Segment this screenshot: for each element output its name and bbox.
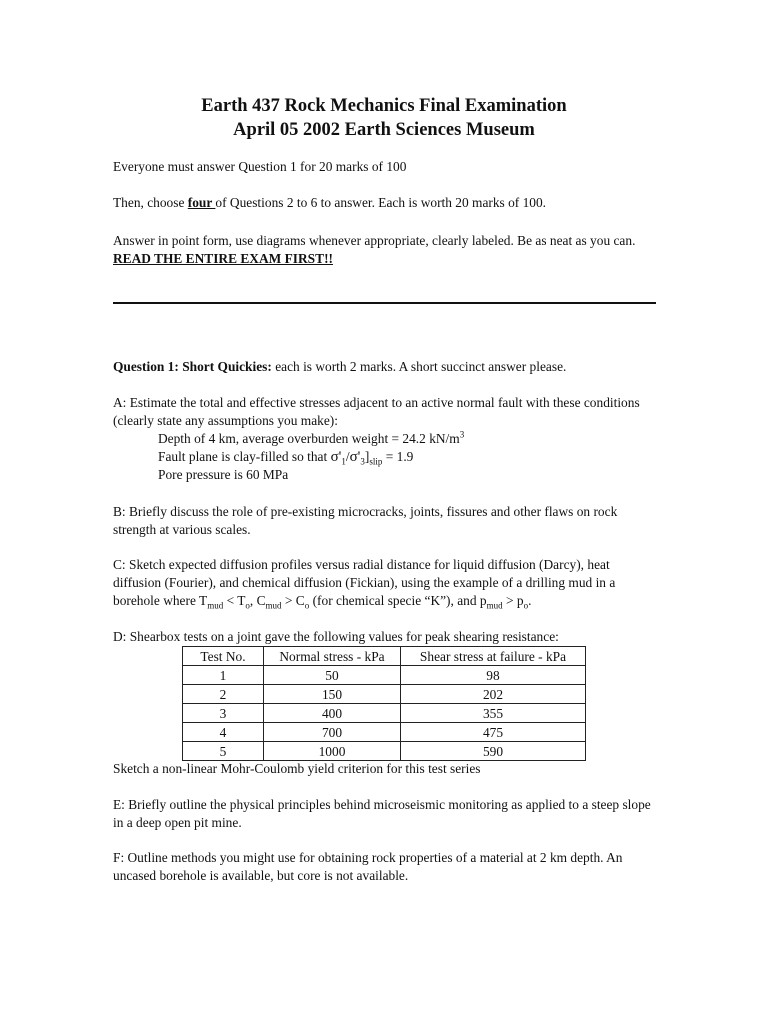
cell-test-no: 1 [183, 666, 264, 685]
question-1c-text: C: Sketch expected diffusion profiles versus radial distance for liquid diffusion (Darcy), heat diffusion (Fourier), and chemical diffusion (Fickian), using the example of a drilling mud in a borehole where T [113, 557, 616, 608]
comma-c: , C [249, 593, 266, 608]
cell-shear-stress: 355 [401, 704, 586, 723]
question-1a-pore-pressure: Pore pressure is 60 MPa [158, 467, 289, 482]
cell-normal-stress: 700 [264, 723, 401, 742]
sub-o-3: o [523, 600, 529, 611]
intro-line-2-post: of Questions 2 to 6 to answer. Each is worth 20 marks of 100. [215, 195, 547, 210]
sub-slip: slip [369, 456, 383, 467]
shearbox-table [182, 646, 586, 761]
period: . [528, 593, 532, 608]
slash: / [345, 449, 350, 464]
question-1f: F: Outline methods you might use for obtaining rock properties of a material at 2 km depth. An uncased borehole is available, but core is not available. [113, 850, 623, 883]
intro-line-2-pre: Then, choose [113, 195, 188, 210]
question-1c [113, 556, 658, 610]
sigma-1-symbol: σ' [330, 449, 342, 465]
specie-text: (for chemical specie “K”), and p [309, 593, 487, 608]
question-1a: A: Estimate the total and effective stresses adjacent to an active normal fault with these conditions (clearly state any assumptions you make): [113, 395, 640, 428]
cell-shear-stress: 98 [401, 666, 586, 685]
cell-test-no: 2 [183, 685, 264, 704]
bracket: ] [364, 449, 370, 464]
exam-subtitle: April 05 2002 Earth Sciences Museum [233, 120, 535, 140]
gt-p: > p [502, 593, 524, 608]
exam-title: Earth 437 Rock Mechanics Final Examination [201, 96, 567, 116]
cell-test-no: 3 [183, 704, 264, 723]
question-1d: D: Shearbox tests on a joint gave the following values for peak shearing resistance: [113, 629, 559, 644]
horizontal-divider [113, 302, 656, 304]
sub-3: 3 [360, 456, 365, 467]
header-shear-stress: Shear stress at failure - kPa [401, 647, 586, 666]
intro-line-3-pre: Answer in point form, use diagrams whenever appropriate, clearly labeled. Be as neat as you can. [113, 233, 636, 248]
header-normal-stress: Normal stress - kPa [264, 647, 401, 666]
sub-o-2: o [304, 600, 310, 611]
intro-line-2 [113, 194, 658, 212]
sub-1: 1 [341, 456, 346, 467]
cell-shear-stress: 590 [401, 742, 586, 761]
depth-text: Depth of 4 km, average overburden weight = 24.2 kN/m [158, 431, 460, 446]
gt-c: > C [281, 593, 305, 608]
cell-normal-stress: 150 [264, 685, 401, 704]
question-1a-depth [158, 430, 464, 448]
question-1-title: Question 1: Short Quickies: [113, 359, 272, 374]
cell-shear-stress: 475 [401, 723, 586, 742]
table-row [183, 723, 586, 742]
table-row [183, 666, 586, 685]
cell-test-no: 5 [183, 742, 264, 761]
table-row [183, 685, 586, 704]
four-emphasis: four [187, 195, 216, 210]
cell-normal-stress: 50 [264, 666, 401, 685]
intro-line-3 [113, 232, 658, 268]
question-1e: E: Briefly outline the physical principles behind microseismic monitoring as applied to a steep slope in a deep open pit mine. [113, 797, 651, 830]
cell-normal-stress: 1000 [264, 742, 401, 761]
read-exam-first-emphasis: READ THE ENTIRE EXAM FIRST!! [113, 251, 333, 266]
cubed-superscript: 3 [459, 429, 465, 440]
sub-mud-1: mud [207, 600, 224, 611]
cell-test-no: 4 [183, 723, 264, 742]
sigma-3-symbol: σ' [349, 449, 361, 465]
table-row [183, 742, 586, 761]
header-test-no: Test No. [183, 647, 264, 666]
cell-normal-stress: 400 [264, 704, 401, 723]
table-row [183, 704, 586, 723]
question-1b: B: Briefly discuss the role of pre-existing microcracks, joints, fissures and other flaws on rock strength at various scales. [113, 504, 618, 537]
sub-o-1: o [245, 600, 250, 611]
lt-t: < T [223, 593, 246, 608]
ratio-value: = 1.9 [382, 449, 414, 464]
question-1a-fault-plane [158, 448, 413, 466]
sub-mud-2: mud [265, 600, 282, 611]
question-1-heading [113, 358, 658, 376]
question-1-instructions: each is worth 2 marks. A short succinct answer please. [271, 359, 567, 374]
sub-mud-3: mud [486, 600, 503, 611]
intro-line-1: Everyone must answer Question 1 for 20 marks of 100 [113, 159, 407, 174]
question-1d-followup: Sketch a non-linear Mohr-Coulomb yield criterion for this test series [113, 761, 481, 776]
cell-shear-stress: 202 [401, 685, 586, 704]
table-header-row [183, 647, 586, 666]
fault-plane-text: Fault plane is clay-filled so that [158, 449, 331, 464]
